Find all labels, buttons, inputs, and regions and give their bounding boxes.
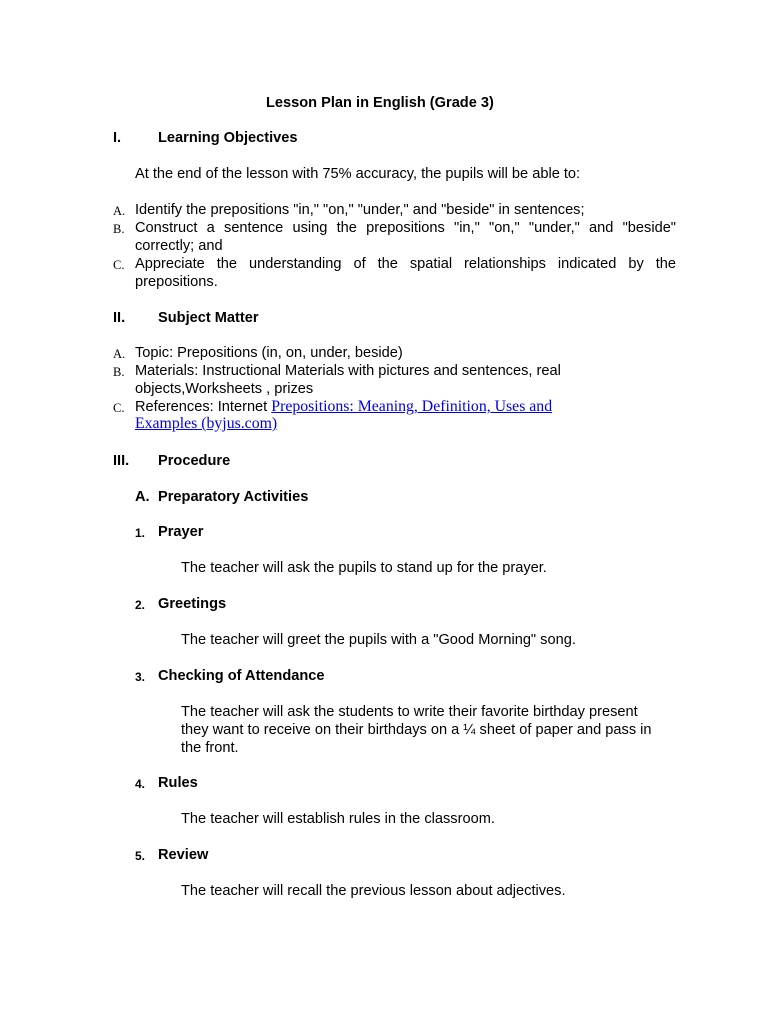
references-prefix: References: Internet xyxy=(135,399,272,415)
step-number: 2. xyxy=(135,598,146,612)
step-text: The teacher will greet the pupils with a "Good Morning" song. xyxy=(181,632,576,648)
section-heading-subject-matter: Subject Matter xyxy=(158,310,259,326)
list-marker: C. xyxy=(113,258,125,272)
list-marker: B. xyxy=(113,222,125,236)
step-heading: Checking of Attendance xyxy=(158,668,325,684)
subsection-marker: A. xyxy=(135,489,150,505)
list-marker: A. xyxy=(113,347,126,361)
subject-item-continued xyxy=(135,415,277,433)
section-heading-procedure: Procedure xyxy=(158,453,231,469)
objective-item-continued: prepositions. xyxy=(135,274,218,290)
objective-item-continued: correctly; and xyxy=(135,238,223,254)
step-heading: Review xyxy=(158,847,209,863)
step-heading: Prayer xyxy=(158,524,204,540)
step-text: the front. xyxy=(181,740,239,756)
objective-item: Construct a sentence using the prepositions "in," "on," "under," and "beside" xyxy=(135,220,676,236)
subject-item: Materials: Instructional Materials with pictures and sentences, real xyxy=(135,363,561,379)
subject-item: Topic: Prepositions (in, on, under, beside) xyxy=(135,345,403,361)
section-numeral-2: II. xyxy=(113,310,126,326)
page-title: Lesson Plan in English (Grade 3) xyxy=(266,95,494,111)
step-number: 4. xyxy=(135,777,146,791)
objective-item: Identify the prepositions "in," "on," "under," and "beside" in sentences; xyxy=(135,202,585,218)
subsection-heading: Preparatory Activities xyxy=(158,489,309,505)
step-heading: Greetings xyxy=(158,596,227,612)
step-heading: Rules xyxy=(158,775,198,791)
step-text: The teacher will establish rules in the classroom. xyxy=(181,811,495,827)
list-marker: A. xyxy=(113,204,126,218)
step-number: 5. xyxy=(135,849,146,863)
reference-link-continued[interactable]: Examples (byjus.com) xyxy=(135,415,278,432)
step-number: 1. xyxy=(135,526,146,540)
step-text: The teacher will ask the pupils to stand up for the prayer. xyxy=(181,560,547,576)
step-number: 3. xyxy=(135,670,146,684)
objective-item: Appreciate the understanding of the spatial relationships indicated by the xyxy=(135,256,676,272)
list-marker: B. xyxy=(113,365,125,379)
section-numeral-3: III. xyxy=(113,453,130,469)
step-text: The teacher will recall the previous lesson about adjectives. xyxy=(181,883,566,899)
section-numeral-1: I. xyxy=(113,130,122,146)
subject-item xyxy=(135,398,552,416)
section-heading-objectives: Learning Objectives xyxy=(158,130,298,146)
reference-link[interactable]: Prepositions: Meaning, Definition, Uses and xyxy=(271,398,553,415)
subject-item-continued: objects,Worksheets , prizes xyxy=(135,381,314,397)
objectives-intro: At the end of the lesson with 75% accuracy, the pupils will be able to: xyxy=(135,166,581,182)
step-text: they want to receive on their birthdays on a ¼ sheet of paper and pass in xyxy=(181,722,652,738)
list-marker: C. xyxy=(113,401,125,415)
step-text: The teacher will ask the students to write their favorite birthday present xyxy=(181,704,638,720)
